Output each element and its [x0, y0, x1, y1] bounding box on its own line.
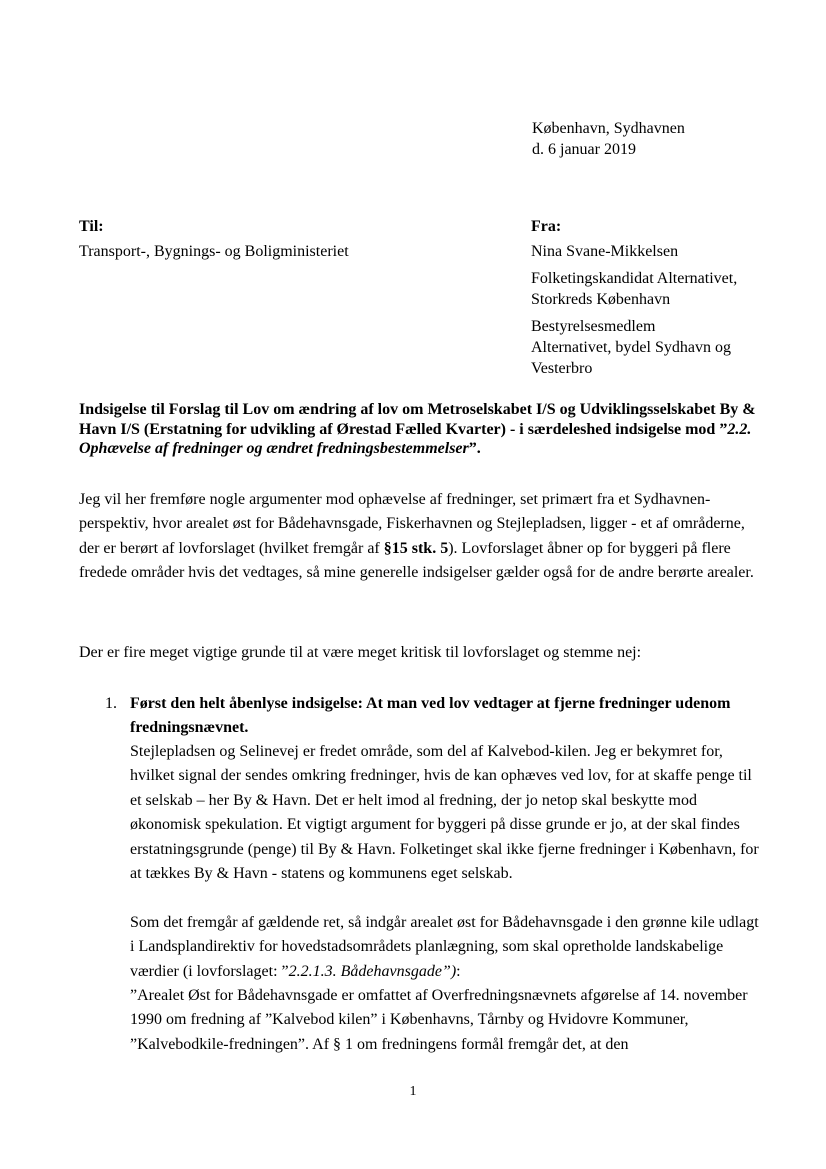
list-item-quote: ”Arealet Øst for Bådehavnsgade er omfattet af Overfredningsnævnets afgørelse af 14. november 1990 om fredning af ”Kalvebod kilen” i Københavns, Tårnby og Hvidovre Kommuner, ”Kalvebodkile-fredningen”. Af § 1 om fredningens formål fremgår det, at den — [130, 987, 748, 1053]
subject-closing: ”. — [468, 440, 481, 457]
to-label: Til: — [79, 218, 104, 235]
intro-paragraph — [79, 488, 769, 586]
sender-board-line3: Vesterbro — [531, 360, 593, 377]
body2-text-before: Som det fremgår af gældende ret, så indgår arealet øst for Bådehavnsgade i den grønne kile udlagt i Landsplandirektiv for hovedstadsområdets planlægning, som skal opretholde landskabelige værdier (i lovforslaget: ” — [130, 914, 759, 980]
intro-text-before: Jeg vil her fremføre nogle argumenter mod ophævelse af fredninger, set primært fra et Sydhavnen-perspektiv, hvor arealet øst for Bådehavnsgade, Fiskerhavnen og Stejlepladsen, ligger - et af områderne, der er berørt af lovforslaget (hvilket fremgår af — [79, 491, 745, 557]
letter-place-date — [532, 118, 685, 160]
letter-date: d. 6 januar 2019 — [532, 141, 636, 158]
sender-board-line1: Bestyrelsesmedlem — [531, 318, 656, 335]
intro-reference: §15 stk. 5 — [383, 539, 449, 557]
sender-board — [531, 316, 791, 379]
letter-place: København, Sydhavnen — [532, 120, 685, 137]
list-item-body: Stejlepladsen og Selinevej er fredet område, som del af Kalvebod-kilen. Jeg er bekymret for, hvilket signal der sendes omkring fredninger, hvis de kan ophæves ved lov, for at skaffe penge til et selskab – her By & Havn. Det er helt imod al fredning, der jo netop skal beskytte mod økonomisk spekulation. Et vigtigt argument for byggeri på disse grunde er jo, at der skal findes erstatningsgrunde (penge) til By & Havn. Folketinget skal ikke fjerne fredninger i København, for at tækkes By & Havn - statens og kommunens eget selskab. — [130, 743, 759, 883]
intro-text-after: ). Lovforslaget åbner op for byggeri på flere fredede områder hvis det vedtages, så mine generelle indsigelser gælder også for de andre berørte arealer. — [79, 539, 754, 582]
subject-main: Indsigelse til Forslag til Lov om ændring af lov om Metroselskabet I/S og Udviklingsselskabet By & Havn I/S (Erstatning for udvikling af Ørestad Fælled Kvarter) - i særdeleshed indsigelse mod ” — [79, 401, 756, 438]
subject-quoted: 2.2. Ophævelse af fredninger og ændret fredningsbestemmelser — [79, 420, 752, 457]
sender-candidacy-line2: Storkreds København — [531, 291, 671, 308]
list-item-heading: Først den helt åbenlyse indsigelse: At man ved lov vedtager at fjerne fredninger udenom fredningsnævnet. — [130, 695, 731, 736]
sender-candidacy-line1: Folketingskandidat Alternativet, — [531, 270, 738, 287]
list-item-number: 1. — [105, 695, 117, 712]
sender-candidacy — [531, 268, 791, 310]
page-number: 1 — [409, 1084, 417, 1099]
list-item-body-second — [130, 911, 760, 984]
body2-text-after: : — [456, 962, 461, 980]
sender-board-line2: Alternativet, bydel Sydhavn og — [531, 339, 731, 356]
sender-block — [531, 241, 791, 379]
body2-reference: 2.2.1.3. Bådehavnsgade”) — [288, 962, 457, 980]
subject-heading — [79, 400, 769, 459]
lead-paragraph: Der er fire meget vigtige grunde til at være meget kritisk til lovforslaget og stemme nej: — [79, 644, 642, 661]
sender-name: Nina Svane-Mikkelsen — [531, 243, 679, 260]
from-label: Fra: — [531, 218, 562, 235]
recipient: Transport-, Bygnings- og Boligministeriet — [79, 243, 349, 260]
